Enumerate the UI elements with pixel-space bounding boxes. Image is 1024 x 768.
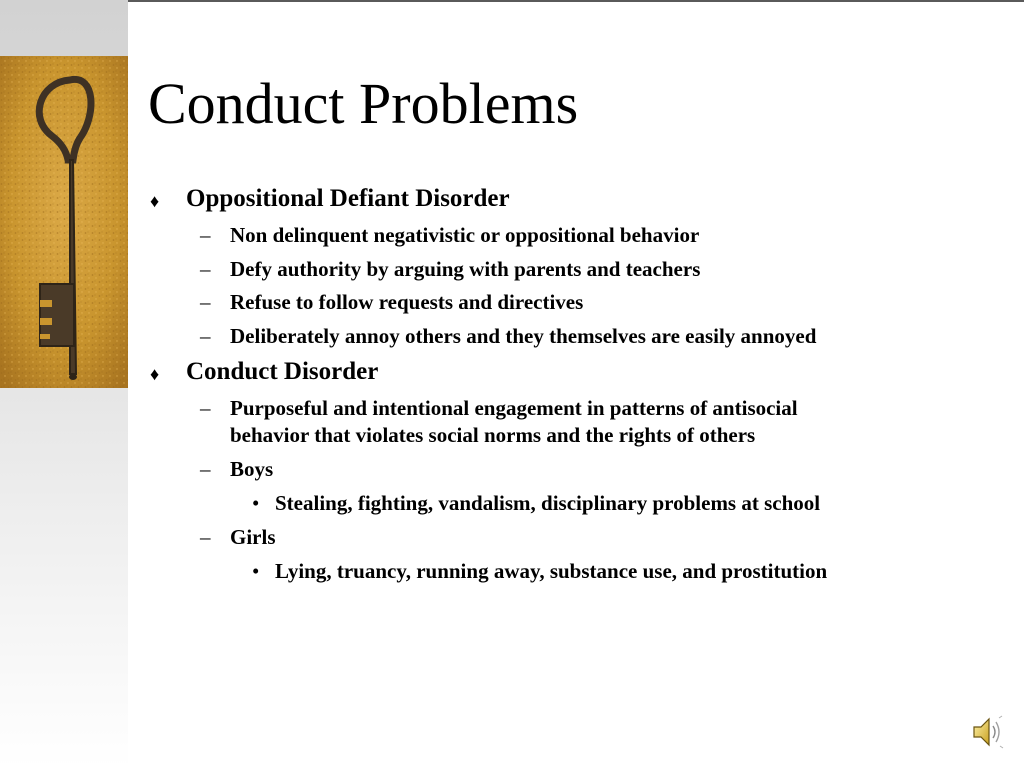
sub-bullet-boys: Boys xyxy=(230,457,274,481)
sub-sub-bullet: Stealing, fighting, vandalism, disciplinary problems at school xyxy=(275,491,821,515)
bullet-cd: Conduct Disorder xyxy=(186,358,379,385)
sub-bullet-girls: Girls xyxy=(230,525,276,549)
sub-sub-bullet: Lying, truancy, running away, substance use, and prostitution xyxy=(275,559,828,583)
antique-key-icon xyxy=(0,56,128,388)
sub-bullet: Refuse to follow requests and directives xyxy=(230,290,584,314)
dash-bullet-icon: – xyxy=(200,525,211,549)
dash-bullet-icon: – xyxy=(200,324,211,348)
dash-bullet-icon: – xyxy=(200,257,211,281)
sub-bullet: Deliberately annoy others and they themselves are easily annoyed xyxy=(230,324,817,348)
speaker-icon[interactable] xyxy=(968,712,1008,752)
audio-speaker-icon xyxy=(968,712,1008,752)
dash-bullet-icon: – xyxy=(200,457,211,481)
dot-bullet-icon: • xyxy=(252,559,260,583)
dash-bullet-icon: – xyxy=(200,396,211,420)
top-border xyxy=(128,0,1024,2)
bullet-odd: Oppositional Defiant Disorder xyxy=(186,185,510,212)
sub-bullet: Defy authority by arguing with parents and teachers xyxy=(230,257,701,281)
diamond-bullet-icon: ♦ xyxy=(150,364,160,384)
dot-bullet-icon: • xyxy=(252,491,260,515)
slide-title: Conduct Problems xyxy=(148,71,579,136)
dash-bullet-icon: – xyxy=(200,290,211,314)
diamond-bullet-icon: ♦ xyxy=(150,191,160,211)
dash-bullet-icon: – xyxy=(200,223,211,247)
sub-bullet: Non delinquent negativistic or oppositional behavior xyxy=(230,223,700,247)
key-image xyxy=(0,56,128,388)
sub-bullet-line1: Purposeful and intentional engagement in patterns of antisocial xyxy=(230,396,798,420)
sub-bullet-line2: behavior that violates social norms and the rights of others xyxy=(230,423,756,447)
